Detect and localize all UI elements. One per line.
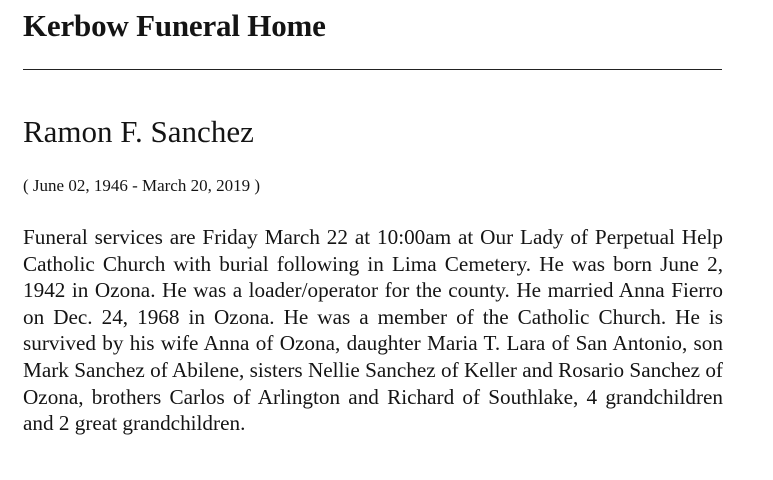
obituary-body: Funeral services are Friday March 22 at 10:00am at Our Lady of Perpetual Help Catholic Church with burial following in Lima Cemetery. He was born June 2, 1942 in Ozona. He was a loader/operator for the county. He married Anna Fierro on Dec. 24, 1968 in Ozona. He was a member of the Catholic Church. He is survived by his wife Anna of Ozona, daughter Maria T. Lara of San Antonio, son Mark Sanchez of Abilene, sisters Nellie Sanchez of Keller and Rosario Sanchez of Ozona, brothers Carlos of Arlington and Richard of Southlake, 4 grandchildren and 2 great grandchildren. bbox=[23, 225, 723, 436]
funeral-home-title: Kerbow Funeral Home bbox=[23, 8, 326, 43]
header-divider bbox=[23, 69, 722, 70]
deceased-name: Ramon F. Sanchez bbox=[23, 114, 254, 149]
life-dates: ( June 02, 1946 - March 20, 2019 ) bbox=[23, 176, 261, 195]
